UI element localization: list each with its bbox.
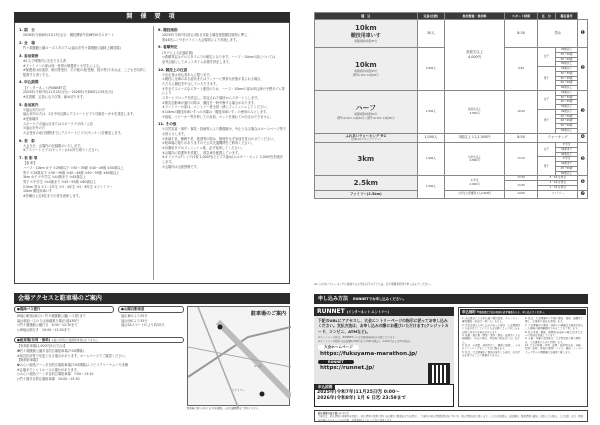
class-cell: 50歳以上 <box>555 105 578 110</box>
info-line: ○みらい創造ゾーン多目的広場駐車場 7:00～13:10 <box>17 372 94 377</box>
event-sub: 競技用車いす <box>350 33 381 40</box>
section-heading: 10. 競技上の注意 <box>158 67 188 72</box>
event-cell <box>315 90 418 133</box>
privacy-box <box>314 410 588 422</box>
section-line: ※1人で時間内に完走できる者 <box>23 58 66 63</box>
event-name: 10km <box>354 61 377 70</box>
class-cell: 60歳以上 <box>555 171 578 176</box>
capacity-cell: 1,500人 <box>417 143 445 176</box>
event-limit: 制限時間1時間30分 <box>354 70 378 74</box>
start-cell: 13:30 <box>504 176 537 181</box>
section-heading: 8. 競技規則 <box>158 28 178 32</box>
section-line: 2025年(令和7年)11月25日(火)～2026年(令和8年)1月6日(火) <box>23 90 114 95</box>
event-name: ふれあいウォーキング ※1 <box>345 133 387 138</box>
event-name: 2.5km <box>353 178 378 187</box>
class-cell: 29歳以下 <box>555 109 578 114</box>
table-row <box>315 90 588 95</box>
outline-right-column <box>158 25 286 169</box>
terms-box <box>458 307 588 407</box>
section-line: スポーツデポ福山店またはスポーツデポ沖ノ上店 <box>23 121 93 126</box>
section-heading: 5. 参加案内 <box>19 102 39 107</box>
info-line: 6. 私は、大会開催中の不慮の事故、傷病、盗難等に関し、主催者の責任を免除します。 <box>525 317 584 324</box>
class-cell: 45歳以上 <box>555 152 578 157</box>
start-cell: 8:45 <box>504 48 537 91</box>
class-cell: 30～39歳 <box>555 114 578 119</box>
period-label: 申込期間 <box>315 385 335 390</box>
section-line: ⑤ファミリーの部は、エントリー者全員一緒にフィニッシュしてください。 <box>162 105 270 110</box>
section-line: 2.5km 男女 ①1・2年生 ②3・4年生 ③5・6年生 ④ファミリー <box>23 184 113 189</box>
info-line: 2. 定員を超えた申し込みがあった場合、入金期限内に入金が完了していても入金日時によって申し込みが取り消される場合があります。 <box>462 323 521 334</box>
class-cell: 中学生 <box>555 143 578 148</box>
info-line: 【無料駐車場】 <box>17 358 40 363</box>
period-start: 2025年(令和7年)11月25日㊋ 0:00～ <box>317 390 400 396</box>
class-cell: 40～49歳 <box>555 76 578 81</box>
map-label-rose: ローズ <box>254 365 262 368</box>
info-line: ❷みらい創造ゾーン多目的広場駐車場(7:00開場)エフピコアリーナふくやま横 <box>17 363 129 367</box>
class-cell: 40～49歳 <box>555 100 578 105</box>
event-limit: 制限時間1時間35分 <box>354 40 378 44</box>
table-header: 参加資格・参加料 <box>445 13 505 20</box>
info-line: 7. 大会開催中の事故・疾病への補償は主催者が加入した保険の適用範囲内であることを了承します。 <box>525 323 584 331</box>
event-number: ❷ <box>578 48 588 91</box>
class-cell: 50～59歳 <box>555 124 578 129</box>
gender-male: 男子 <box>538 157 555 176</box>
info-line: 9. 主催・共催の各団体は、大会参加者の個人情報を、大会運営のために利用します。 <box>525 337 581 344</box>
capacity-cell: 30人 <box>417 20 445 48</box>
parking-map[interactable] <box>187 306 290 406</box>
class-cell: 40～49歳 <box>555 119 578 124</box>
section-line: ※ファミリーの部は同一世帯の保護者と小学生による。 <box>23 63 103 68</box>
runnet-label: RUNNET <box>318 360 354 365</box>
section-line: (タグによる記録計測) <box>162 50 194 55</box>
section-line: ①福山市内の方 <box>23 107 45 112</box>
event-sub: (約4km/スタンプラリー) <box>351 138 381 142</box>
section-line: ③駐車場に限りがありますので公共交通機関をご利用ください。 <box>162 141 255 146</box>
outline-box <box>14 22 290 284</box>
apply-body: 下記のURLにアクセスし、大会エントリーページの指示に従ってお申し込みください。支払方法は、お申し込みの際にお選びいただけます(クレジットカード、コンビニ、ATMなど)。 <box>318 318 449 334</box>
section-line: ④緊急自動車が通行の際は、競技を一時中断する場合があります。 <box>162 100 258 105</box>
info-line: ※会場までシャトルバスの運行があります。 <box>17 367 80 372</box>
access-title: 会場アクセスと駐車場のご案内 <box>14 293 290 304</box>
start-cell: 10:20 <box>504 90 537 133</box>
fee-cell: 小学生と保護者 1人2,000円 <box>445 190 505 198</box>
gender-female: 女子 <box>538 90 555 109</box>
table-header: 種目番号 <box>555 13 578 20</box>
section-line: ②体調不良、睡眠不足、飲酒等の際は、無理をせず参加を見合わせてください。 <box>162 136 277 141</box>
gender-male: 男子 <box>538 109 555 133</box>
section-line: 2026年(令和8年)3月15日(日) 競技開始午前8時30分スタート <box>23 33 115 38</box>
runnet-box <box>314 307 454 389</box>
start-cell: 8:30 <box>504 20 537 48</box>
section-line: ハーフ・10km 女子 ①29歳以下 ②30～39歳 ③40～49歳 ④50歳以上 <box>23 165 124 170</box>
runnet-title: RUNNET <box>317 308 345 315</box>
info-line: 1. 自己都合による申込後の種目変更、キャンセル・権利譲渡・返金は一切いたしません。 <box>462 317 521 324</box>
info-line: ❶竹ケ端運動公園多目的広場駐車場(7:00開場) <box>17 349 84 354</box>
section-heading: 2. 会 場 <box>19 40 35 45</box>
class-cell: 5・6年生男女 <box>538 176 578 181</box>
section-line: ④計測用タグはフィニッシュ後、必ず返却してください。 <box>162 145 245 150</box>
section-heading: 6. 表 彰 <box>19 138 35 143</box>
info-line: ○竹ケ端多目的広場駐車場 10:00～15:30 <box>17 376 80 381</box>
class-cell: ファミリー <box>538 190 578 198</box>
section-line: 【インターネット(RUNNET)】 <box>23 85 68 90</box>
table-note: ※1 ふれあいウォーキングに参加する小学生以下の子どもは、必ず保護者同伴で申し込んでください。 <box>314 283 433 286</box>
runnet-sub: (インターネット エントリー) <box>346 310 389 314</box>
outline-left-column <box>19 25 147 198</box>
event-cell <box>315 176 418 190</box>
section-line: 福山市内の方は、2月中旬以降にアスリートビブス引換券ハガキを発送します。 <box>23 112 137 117</box>
section-heading: 1. 期 日 <box>19 28 35 32</box>
section-line: 男子 ①中学生 ②44歳まで ③45～59歳 ④60歳以上 <box>23 179 97 184</box>
info-line: ○竹ケ端運動公園行き 6:30～12:30まで <box>17 323 78 328</box>
info-line: 3. 地震・風水害・降雪・事件・事故・疫病等による開催縮小・中止の場合、参加料の返金はいたしません。 <box>462 333 521 344</box>
section-line: スタートブロックを設定し、指定された場所からスタートとします。 <box>162 96 261 101</box>
event-cell <box>315 143 418 176</box>
map-caption: 駐車場に限りがあります(先着順)。公共交通機関をご利用ください。 <box>187 407 261 410</box>
gender-female: 女子 <box>538 143 555 157</box>
event-gate: 関門10.5km 11時40分 / 関門19.7km 12時50分 <box>336 116 395 120</box>
event-gate: 関門6.7km 10時05分 <box>352 73 379 77</box>
terms-sub: ※参加者は下記の内容に必ず同意のうえ、申し込んでください。 <box>476 311 547 314</box>
fee-cell: 高校生以上 4,000円 <box>445 20 505 91</box>
info-line: ○JR福山駅行き 10:00～15:30まで <box>17 327 70 332</box>
table-header: スタート時間 <box>504 13 537 20</box>
privacy-title: 個人情報の取り扱いについて <box>318 412 350 415</box>
info-line: 【有料駐車場(1,000円/1台方合)】 <box>17 344 67 349</box>
parking-label <box>14 337 184 344</box>
section-line: 2025年(令和7年)度(公財)日本陸上競技連盟競技規則に準じ、 <box>162 33 251 38</box>
info-line: 福山SAスマートICより約20分 <box>121 323 165 328</box>
info-line: 10. 大会の映像・写真・記事・記録等(氏名・年齢・性別・記録・肖像)の新聞・テレビ・雑誌・インターネット等への掲載権は主催者に属します。 <box>525 344 584 354</box>
event-cell <box>315 20 418 48</box>
table-header: 区 分 <box>538 13 555 20</box>
events-table <box>314 12 588 199</box>
fee-cell: 小学生 2,000円 <box>445 176 505 190</box>
section-line: ①出走者は申込者本人に限ります。 <box>162 72 213 77</box>
section-line: ※各種目上位8位までの者を表彰します。 <box>23 193 82 198</box>
parking-note: ※福山市周辺に臨時駐車場はありません。 <box>51 338 101 342</box>
class-cell: 44歳まで <box>555 147 578 152</box>
gender-female: 女子 <box>538 48 555 67</box>
info-line: 福山西ICより35分 <box>121 318 148 323</box>
parking-label-text: ●駐車場(有料・無料) <box>17 337 51 342</box>
section-line: 【表 彰】 <box>23 161 37 166</box>
section-line: 大会当日、会場内の記録掲示いたします。 <box>23 143 84 148</box>
start-cell: 14:00 <box>504 190 537 198</box>
section-heading: 9. 着順判定 <box>158 45 178 50</box>
info-line: 5. 私は、大会開催中に事故が発生した場合、応急手当を受けることに異議ありません。 <box>462 350 521 358</box>
event-number: ❶ <box>578 20 588 48</box>
event-name: 3km <box>357 155 375 164</box>
section-line: 大会受付の前日期間までにアスリートビブス(ゼッケン)を郵送します。 <box>23 130 124 135</box>
class-cell: 60歳以上 <box>555 86 578 91</box>
class-cell: 中学生 <box>555 157 578 162</box>
section-line: 竹ヶ端運動公園ローズスタジアム(福山市竹ケ端運動公園陸上競技場) <box>23 46 121 51</box>
event-name: 10km <box>354 23 377 32</box>
info-line: 福山東ICより25分 <box>121 313 148 318</box>
table-row <box>315 143 588 148</box>
section-line: ⑥10kmの競技用車いすへの出場は「競技用車いす」の使用のみとします。 <box>162 109 270 114</box>
event-number: ❺ <box>578 143 588 176</box>
section-heading: 4. 申込期間 <box>19 80 39 85</box>
table-row <box>315 20 588 48</box>
section-line: 3km 女子 ①中学生 ②44歳まで ③45歳以上 <box>23 175 86 180</box>
hp-url[interactable]: https://fukuyama-marathon.jp/ <box>320 351 418 358</box>
class-cell: 29歳以下 <box>555 67 578 72</box>
map-label-family: ファミリー <box>232 389 245 392</box>
table-header: 定員(先着) <box>417 13 445 20</box>
info-line: ※エントリー手数料 支払総額4,000円まで240円(税込)、4,001円以上は5%(税込) <box>318 339 411 343</box>
section-line: ⑦仮装、ベビーカー等を押しての参加、ペットを連れての出走はできません。 <box>162 114 274 119</box>
gender-male: 男子 <box>538 67 555 91</box>
section-line: ⑦会場内は全面禁煙です。 <box>162 164 200 169</box>
section-line: ⑤会場内に救護所を設置し、救急車を配置しています。 <box>162 150 242 155</box>
capacity-cell: 2,000人 <box>417 48 445 91</box>
info-line: ※周辺状況等で変更となる場合があります。ホームページでご確認ください。 <box>17 353 128 358</box>
section-line: ※アスリートビブス(ゼッケン)はお持ち帰りください。 <box>23 148 101 153</box>
event-number: ❸ <box>578 90 588 133</box>
section-line: ただちに競技を中止していただきます。 <box>162 82 220 87</box>
section-heading: 7. 表 彰 等 <box>19 156 38 161</box>
class-cell: 60歳以上 <box>555 128 578 133</box>
fee-cell: 3歳以上 1人1,500円 <box>445 133 505 143</box>
period-end: 2026年(令和8年) 1月 6 日㊋ 23:59まで <box>317 395 406 401</box>
table-header: 種 目 <box>315 13 418 20</box>
class-cell: 50歳以上 <box>555 62 578 67</box>
class-cell: 30～39歳 <box>555 95 578 100</box>
event-cell <box>315 133 418 143</box>
info-line: JR福山駅前(南口)～竹ケ端運動公園(バス停)まで <box>17 313 86 318</box>
class-cell: 1・2年生男女 <box>538 185 578 190</box>
event-name: ハーフ <box>355 103 377 112</box>
start-cell: 13:10 <box>504 143 537 176</box>
capacity-cell: 1,500人 <box>417 90 445 133</box>
class-cell: 29歳以下 <box>555 48 578 53</box>
fee-cell: 高校生以上 4,500円 <box>445 90 505 133</box>
event-number: ❼ <box>578 190 588 198</box>
class-cell: 男女 <box>538 20 578 48</box>
class-cell: 40～49歳 <box>555 57 578 62</box>
map-title: 駐車場のご案内 <box>250 311 286 317</box>
terms-title: 申込規約 <box>462 310 476 314</box>
info-line: 4. 私は、心疾患・疾病等なく、健康に留意し、十分なトレーニングをして大会に臨みます。 <box>462 344 521 351</box>
section-line: 参考記録としてネットタイム計測を併記します。 <box>162 59 232 64</box>
info-line: ※エントリーの際は、RUNNETへの会員登録(無料)が必要となります。 <box>318 335 398 339</box>
table-row <box>315 190 588 198</box>
event-cell: ファミリー(2.5km) <box>315 190 418 198</box>
event-cell <box>315 48 418 91</box>
start-cell: 8:50 <box>504 133 537 143</box>
class-cell: 44歳まで <box>555 162 578 167</box>
section-line: ①自然災害・事件・事故・疫病等により開催縮小、中止となる場合はホームページ等でお知らせします。 <box>162 127 286 137</box>
section-line: 10km 競技用車いす <box>23 189 53 194</box>
section-line: 第44回ふくやまマラソン大会規則により実施します。 <box>162 37 240 42</box>
section-line: ※先着順、定員になり次第、締め切ります。 <box>23 94 86 99</box>
apply-subtitle: RUNNETでお申し込みください。 <box>353 297 406 301</box>
runnet-url[interactable]: https://runnet.jp/ <box>320 365 375 372</box>
section-line: ○着順判定はグロスタイムでの順位となります。ハーフ・10kmの部については、 <box>162 55 279 60</box>
event-limit: 制限時間2時間40分 <box>354 112 378 116</box>
class-cell: 50～59歳 <box>555 81 578 86</box>
info-line: 福山駅前バスのりば(8番乗り場)片道430円 <box>17 318 79 323</box>
class-cell: 3・4年生男女 <box>538 181 578 186</box>
capacity-cell: 1,500人 <box>417 176 445 199</box>
event-number: ❹ <box>578 133 588 143</box>
runnet-header <box>314 307 454 316</box>
section-line: ※保護者は前夜祭、和田等受付、その他の者(受検、指示等)であれば、こどもを同伴に監督する者とする。 <box>23 68 147 77</box>
class-cell: 30～39歳 <box>555 52 578 57</box>
section-heading: 11. その他 <box>158 122 177 127</box>
class-cell: 29歳以下 <box>555 90 578 95</box>
privacy-text: 主催者は、個人情報の重要性を認識し、個人情報の保護に関する法律及び関連法令等を遵守し、主催者の個人情報保護方針に基づき、個人情報を取り扱います。大会の参加案内、記録通知、関連情報の通知、次回大会の案内、大会協賛・協力・関係各団体からのサービスの提供、記録発表(ランキング等)に利用します。 <box>318 415 584 422</box>
car-label: ●山陽自動車道 <box>118 306 184 313</box>
access-info <box>14 306 184 416</box>
fee-cell: 中学生以上 2,500円 <box>445 143 505 176</box>
outline-title: 開 催 要 項 <box>14 12 290 22</box>
bus-label: ●臨時バス運行 <box>14 306 114 313</box>
capacity-cell: 1,000人 <box>417 133 445 143</box>
info-line: 8. 私の家族・親族、保護者(未成年の場合)は本大会への参加を承諾しています。 <box>525 330 583 337</box>
section-line: ※受取場所 <box>23 117 39 122</box>
section-line: 男子 ①29歳以下 ②30～39歳 ③40～49歳 ④50～59歳 ⑤60歳以上 <box>23 170 120 175</box>
apply-bar <box>314 294 588 304</box>
period-box <box>314 384 454 407</box>
table-row <box>315 133 588 143</box>
section-heading: 3. 参加資格 <box>19 53 39 58</box>
class-cell: 30～39歳 <box>555 71 578 76</box>
class-cell: 45～59歳 <box>555 166 578 171</box>
section-line: ⑥オリジナルTシャツ(1枚 2,000円)とビブス留め(ホルダー・セット 2,000円)を販売します。 <box>162 155 283 164</box>
hp-label: 大会ホームページ <box>318 345 359 350</box>
section-line: ②競技に支障のある症状またはランナーに異常な状態が見られる場合、 <box>162 77 264 82</box>
apply-title: 申し込み方法 <box>318 296 349 302</box>
section-line: ②福山市外の方 <box>23 126 45 131</box>
class-cell: ウォーキング <box>538 133 578 143</box>
event-number: ❻ <box>578 176 588 190</box>
qr-code[interactable] <box>428 363 450 385</box>
section-line: ③安全でスムーズなスタート運営のため、ハーフ・10kmの部は申込時の予想タイム等により <box>162 86 285 96</box>
start-cell: 13:45 <box>504 181 537 191</box>
